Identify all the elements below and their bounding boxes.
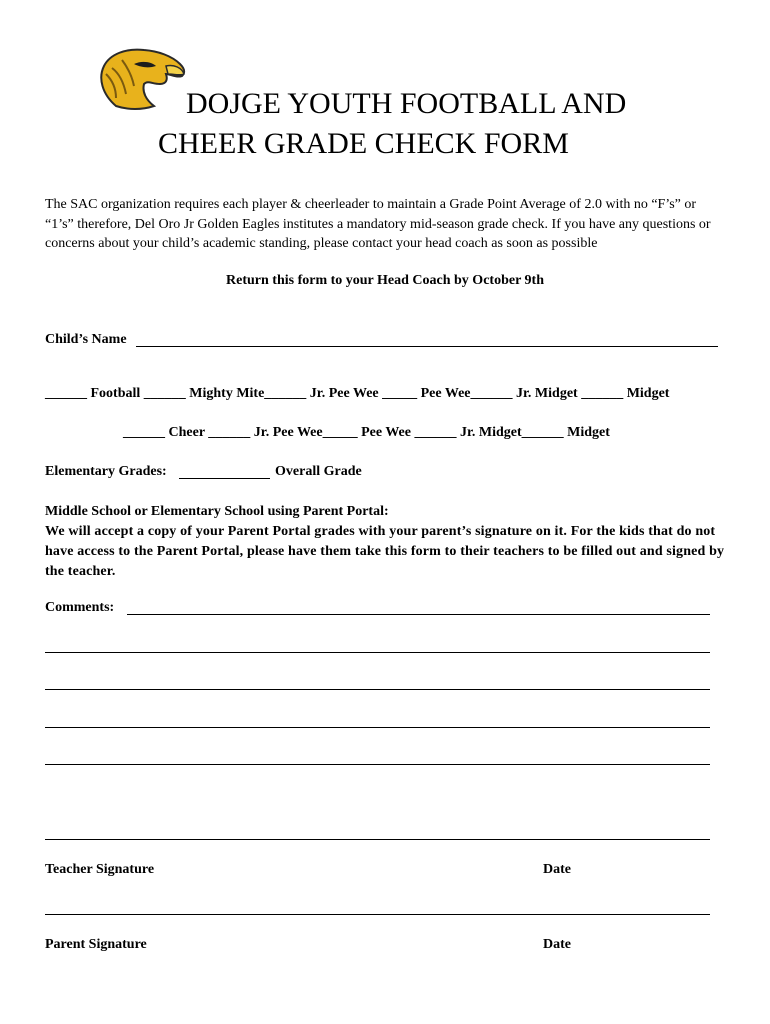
return-notice: Return this form to your Head Coach by October 9th <box>226 273 544 288</box>
parent-date-label: Date <box>543 937 571 952</box>
form-title-line2: CHEER GRADE CHECK FORM <box>158 127 569 160</box>
cheer-division-row[interactable]: ______ Cheer ______ Jr. Pee Wee_____ Pee Wee ______ Jr. Midget______ Midget <box>123 425 610 440</box>
portal-instructions: We will accept a copy of your Parent Portal grades with your parent’s signature on it. For the kids that do not have access to the Parent Portal, please have them take this form to their teachers to be filled out and signed by the teacher. <box>45 524 725 579</box>
teacher-signature-line[interactable] <box>45 839 710 840</box>
intro-paragraph: The SAC organization requires each player & cheerleader to maintain a Grade Point Average of 2.0 with no “F’s” or “1’s” therefore, Del Oro Jr Golden Eagles institutes a mandatory mid-season grade check. If you have any questions or concerns about your child’s academic standing, please contact your head coach as soon as possible <box>45 197 711 251</box>
comments-field-line-4[interactable] <box>45 727 710 728</box>
parent-signature-label: Parent Signature <box>45 937 147 952</box>
teacher-signature-label: Teacher Signature <box>45 862 155 877</box>
teacher-date-label: Date <box>543 862 571 877</box>
childs-name-field[interactable] <box>136 346 718 347</box>
comments-field-line-2[interactable] <box>45 652 710 653</box>
comments-field-line-5[interactable] <box>45 764 710 765</box>
comments-label: Comments: <box>45 600 115 615</box>
comments-field-line-1[interactable] <box>127 614 710 615</box>
form-title <box>158 84 718 164</box>
form-title-line1: DOJGE YOUTH FOOTBALL AND <box>186 87 627 120</box>
comments-field-line-3[interactable] <box>45 689 710 690</box>
football-division-row[interactable]: ______ Football ______ Mighty Mite______ Jr. Pee Wee _____ Pee Wee______ Jr. Midget ______ Midget <box>45 386 670 401</box>
overall-grade-label: Overall Grade <box>275 464 362 479</box>
parent-signature-line[interactable] <box>45 914 710 915</box>
childs-name-label: Child’s Name <box>45 332 127 347</box>
elementary-grades-label: Elementary Grades: <box>45 464 167 479</box>
elementary-grades-field[interactable] <box>179 478 270 479</box>
portal-heading: Middle School or Elementary School using Parent Portal: <box>45 504 389 519</box>
